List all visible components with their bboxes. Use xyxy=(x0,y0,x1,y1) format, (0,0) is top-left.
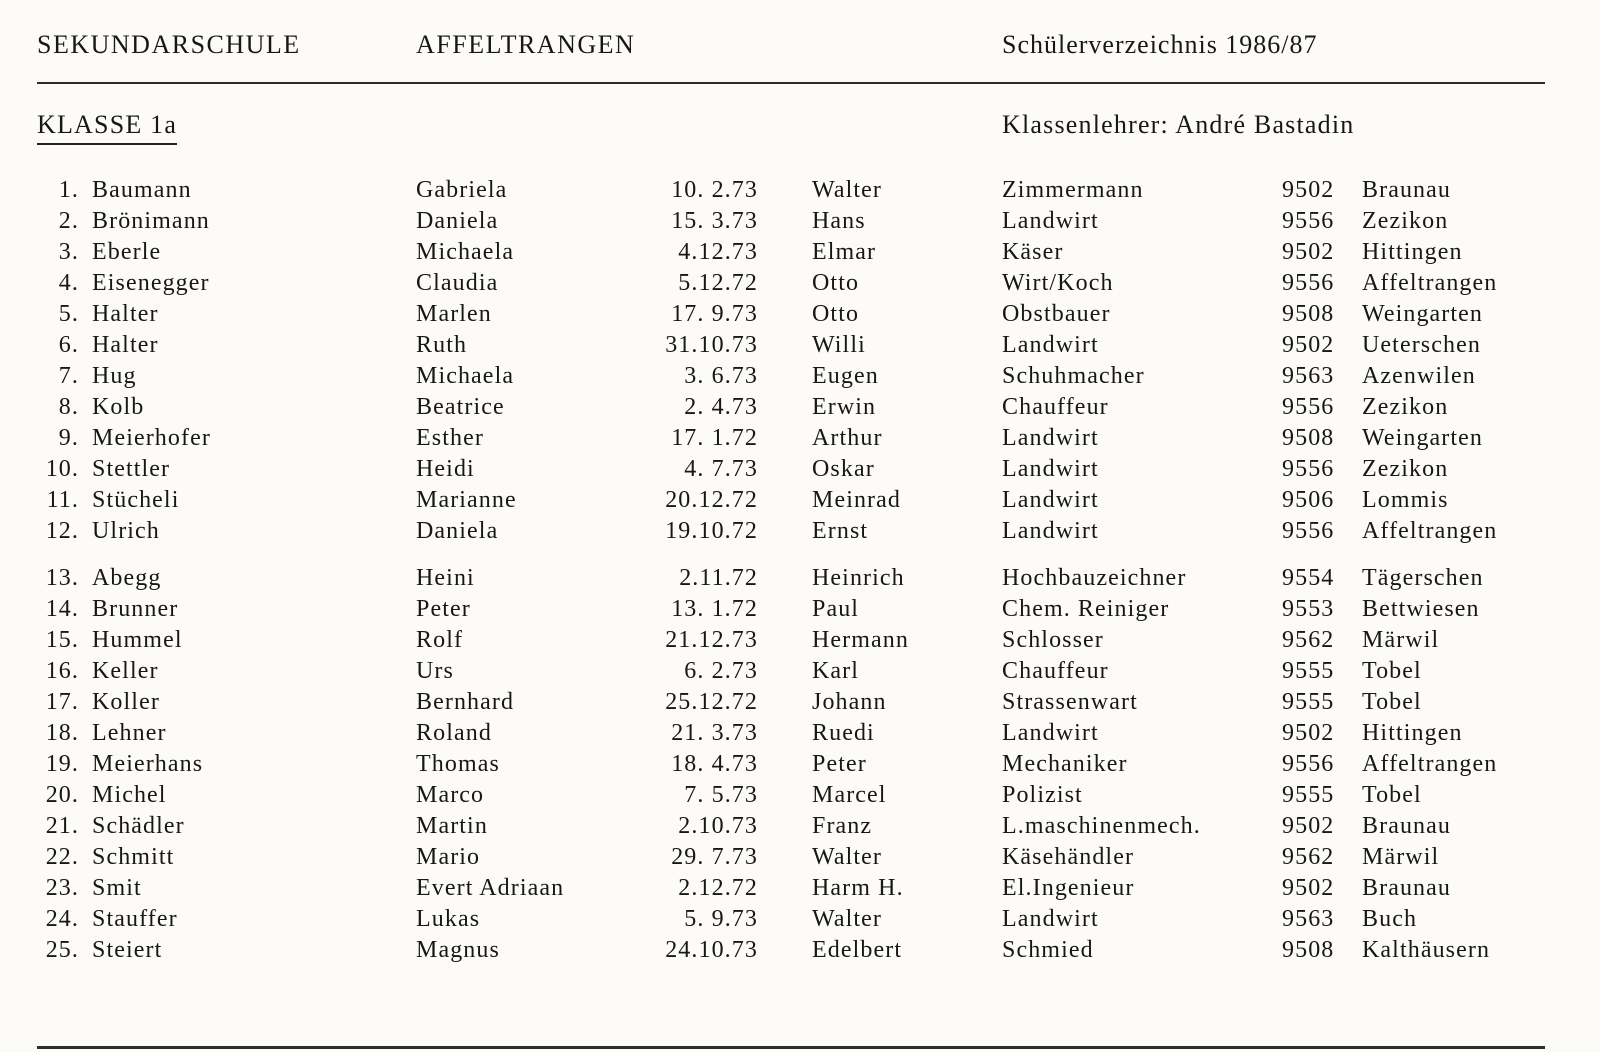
father-profession: L.maschinenmech. xyxy=(1002,813,1201,839)
father-profession: Landwirt xyxy=(1002,906,1099,932)
surname: Brönimann xyxy=(92,208,210,234)
student-row xyxy=(37,842,1545,873)
postal-code: 9556 xyxy=(1282,208,1335,234)
student-table xyxy=(37,175,1545,966)
birthdate: 29. 7.73 xyxy=(671,844,758,870)
surname: Halter xyxy=(92,332,159,358)
firstname: Beatrice xyxy=(416,394,505,420)
town: Affeltrangen xyxy=(1362,751,1498,777)
postal-code: 9508 xyxy=(1282,937,1335,963)
class-heading xyxy=(37,110,177,145)
postal-code: 9556 xyxy=(1282,518,1335,544)
firstname: Bernhard xyxy=(416,689,515,715)
student-row xyxy=(37,175,1545,206)
class-heading-text: KLASSE 1a xyxy=(37,110,177,145)
firstname: Daniela xyxy=(416,208,499,234)
student-row xyxy=(37,299,1545,330)
birthdate: 2.11.72 xyxy=(679,565,758,591)
father-profession: Strassenwart xyxy=(1002,689,1138,715)
birthdate: 17. 9.73 xyxy=(671,301,758,327)
student-row xyxy=(37,361,1545,392)
father-name: Willi xyxy=(812,332,866,358)
postal-code: 9502 xyxy=(1282,720,1335,746)
birthdate: 17. 1.72 xyxy=(671,425,758,451)
town: Azenwilen xyxy=(1362,363,1476,389)
birthdate: 31.10.73 xyxy=(665,332,758,358)
postal-code: 9563 xyxy=(1282,906,1335,932)
row-number: 7. xyxy=(58,363,79,389)
town: Märwil xyxy=(1362,844,1440,870)
postal-code: 9556 xyxy=(1282,751,1335,777)
student-row xyxy=(37,454,1545,485)
surname: Hummel xyxy=(92,627,183,653)
bottom-divider-line xyxy=(37,1046,1545,1049)
row-number: 19. xyxy=(45,751,79,777)
student-row xyxy=(37,687,1545,718)
town: Weingarten xyxy=(1362,425,1484,451)
father-name: Walter xyxy=(812,844,882,870)
postal-code: 9555 xyxy=(1282,689,1335,715)
town: Zezikon xyxy=(1362,394,1449,420)
row-number: 20. xyxy=(45,782,79,808)
postal-code: 9555 xyxy=(1282,782,1335,808)
father-profession: Käser xyxy=(1002,239,1064,265)
student-row xyxy=(37,904,1545,935)
student-row xyxy=(37,563,1545,594)
surname: Ulrich xyxy=(92,518,160,544)
student-row xyxy=(37,780,1545,811)
firstname: Esther xyxy=(416,425,484,451)
postal-code: 9506 xyxy=(1282,487,1335,513)
firstname: Heini xyxy=(416,565,475,591)
father-profession: Hochbauzeichner xyxy=(1002,565,1187,591)
row-number: 14. xyxy=(45,596,79,622)
firstname: Urs xyxy=(416,658,454,684)
postal-code: 9562 xyxy=(1282,844,1335,870)
surname: Stauffer xyxy=(92,906,178,932)
birthdate: 19.10.72 xyxy=(665,518,758,544)
row-number: 3. xyxy=(58,239,79,265)
row-number: 12. xyxy=(45,518,79,544)
father-name: Arthur xyxy=(812,425,883,451)
father-name: Elmar xyxy=(812,239,877,265)
firstname: Ruth xyxy=(416,332,468,358)
row-number: 1. xyxy=(58,177,79,203)
surname: Eisenegger xyxy=(92,270,210,296)
birthdate: 3. 6.73 xyxy=(684,363,758,389)
firstname: Thomas xyxy=(416,751,500,777)
firstname: Rolf xyxy=(416,627,464,653)
surname: Steiert xyxy=(92,937,163,963)
firstname: Michaela xyxy=(416,363,515,389)
student-row xyxy=(37,392,1545,423)
father-name: Paul xyxy=(812,596,860,622)
father-name: Ruedi xyxy=(812,720,875,746)
birthdate: 7. 5.73 xyxy=(684,782,758,808)
student-row xyxy=(37,811,1545,842)
student-row xyxy=(37,268,1545,299)
birthdate: 25.12.72 xyxy=(665,689,758,715)
birthdate: 5. 9.73 xyxy=(684,906,758,932)
surname: Abegg xyxy=(92,565,162,591)
firstname: Daniela xyxy=(416,518,499,544)
town: Braunau xyxy=(1362,875,1452,901)
surname: Smit xyxy=(92,875,142,901)
surname: Keller xyxy=(92,658,159,684)
birthdate: 15. 3.73 xyxy=(671,208,758,234)
postal-code: 9508 xyxy=(1282,301,1335,327)
surname: Hug xyxy=(92,363,137,389)
surname: Koller xyxy=(92,689,160,715)
surname: Stücheli xyxy=(92,487,180,513)
father-name: Walter xyxy=(812,906,882,932)
postal-code: 9502 xyxy=(1282,177,1335,203)
student-row xyxy=(37,330,1545,361)
father-profession: Landwirt xyxy=(1002,456,1099,482)
class-teacher: Klassenlehrer: André Bastadin xyxy=(1002,110,1355,139)
surname: Meierhans xyxy=(92,751,204,777)
surname: Michel xyxy=(92,782,167,808)
surname: Schädler xyxy=(92,813,185,839)
father-name: Walter xyxy=(812,177,882,203)
surname: Baumann xyxy=(92,177,192,203)
student-row xyxy=(37,206,1545,237)
surname: Kolb xyxy=(92,394,145,420)
father-profession: Schmied xyxy=(1002,937,1094,963)
firstname: Marlen xyxy=(416,301,492,327)
student-row xyxy=(37,718,1545,749)
father-name: Franz xyxy=(812,813,873,839)
birthdate: 6. 2.73 xyxy=(684,658,758,684)
class-heading-row xyxy=(37,110,1545,145)
postal-code: 9502 xyxy=(1282,875,1335,901)
row-number: 18. xyxy=(45,720,79,746)
student-row xyxy=(37,873,1545,904)
father-profession: Landwirt xyxy=(1002,425,1099,451)
town: Hittingen xyxy=(1362,239,1463,265)
row-number: 5. xyxy=(58,301,79,327)
town: Ueterschen xyxy=(1362,332,1481,358)
father-profession: Landwirt xyxy=(1002,720,1099,746)
father-profession: Landwirt xyxy=(1002,518,1099,544)
father-profession: Schlosser xyxy=(1002,627,1104,653)
birthdate: 21.12.73 xyxy=(665,627,758,653)
student-row xyxy=(37,749,1545,780)
town: Lommis xyxy=(1362,487,1449,513)
birthdate: 13. 1.72 xyxy=(671,596,758,622)
town: Affeltrangen xyxy=(1362,270,1498,296)
father-profession: Landwirt xyxy=(1002,208,1099,234)
surname: Meierhofer xyxy=(92,425,211,451)
father-name: Hans xyxy=(812,208,866,234)
firstname: Roland xyxy=(416,720,492,746)
row-number: 21. xyxy=(45,813,79,839)
father-profession: Schuhmacher xyxy=(1002,363,1145,389)
postal-code: 9563 xyxy=(1282,363,1335,389)
father-name: Meinrad xyxy=(812,487,902,513)
row-number: 16. xyxy=(45,658,79,684)
father-name: Edelbert xyxy=(812,937,903,963)
row-number: 23. xyxy=(45,875,79,901)
student-row xyxy=(37,485,1545,516)
father-name: Marcel xyxy=(812,782,887,808)
father-name: Heinrich xyxy=(812,565,905,591)
document-title: Schülerverzeichnis 1986/87 xyxy=(1002,30,1318,59)
firstname: Heidi xyxy=(416,456,475,482)
firstname: Marianne xyxy=(416,487,517,513)
town: Weingarten xyxy=(1362,301,1484,327)
birthdate: 20.12.72 xyxy=(665,487,758,513)
birthdate: 2.12.72 xyxy=(678,875,758,901)
row-number: 6. xyxy=(58,332,79,358)
birthdate: 18. 4.73 xyxy=(671,751,758,777)
school-name: SEKUNDARSCHULE xyxy=(37,30,301,59)
school-location: AFFELTRANGEN xyxy=(416,30,636,59)
firstname: Magnus xyxy=(416,937,500,963)
father-name: Otto xyxy=(812,270,860,296)
surname: Lehner xyxy=(92,720,167,746)
father-name: Otto xyxy=(812,301,860,327)
father-profession: Obstbauer xyxy=(1002,301,1111,327)
firstname: Michaela xyxy=(416,239,515,265)
header-divider-line xyxy=(37,82,1545,84)
town: Tobel xyxy=(1362,689,1422,715)
town: Buch xyxy=(1362,906,1418,932)
town: Kalthäusern xyxy=(1362,937,1491,963)
student-row xyxy=(37,656,1545,687)
firstname: Claudia xyxy=(416,270,499,296)
town: Bettwiesen xyxy=(1362,596,1480,622)
father-name: Hermann xyxy=(812,627,909,653)
firstname: Gabriela xyxy=(416,177,508,203)
father-profession: Zimmermann xyxy=(1002,177,1144,203)
town: Affeltrangen xyxy=(1362,518,1498,544)
father-profession: Chauffeur xyxy=(1002,394,1109,420)
town: Tobel xyxy=(1362,782,1422,808)
document-header xyxy=(37,30,1545,60)
birthdate: 2.10.73 xyxy=(678,813,758,839)
town: Märwil xyxy=(1362,627,1440,653)
postal-code: 9562 xyxy=(1282,627,1335,653)
row-number: 8. xyxy=(58,394,79,420)
father-profession: Landwirt xyxy=(1002,332,1099,358)
father-profession: Wirt/Koch xyxy=(1002,270,1114,296)
row-number: 24. xyxy=(45,906,79,932)
firstname: Mario xyxy=(416,844,481,870)
postal-code: 9502 xyxy=(1282,813,1335,839)
row-number: 22. xyxy=(45,844,79,870)
father-profession: Chauffeur xyxy=(1002,658,1109,684)
town: Braunau xyxy=(1362,177,1452,203)
student-row xyxy=(37,594,1545,625)
father-profession: El.Ingenieur xyxy=(1002,875,1135,901)
postal-code: 9555 xyxy=(1282,658,1335,684)
father-name: Karl xyxy=(812,658,860,684)
birthdate: 5.12.72 xyxy=(678,270,758,296)
father-profession: Käsehändler xyxy=(1002,844,1135,870)
row-number: 13. xyxy=(45,565,79,591)
father-profession: Mechaniker xyxy=(1002,751,1128,777)
student-row xyxy=(37,935,1545,966)
row-number: 17. xyxy=(45,689,79,715)
town: Braunau xyxy=(1362,813,1452,839)
postal-code: 9556 xyxy=(1282,270,1335,296)
birthdate: 2. 4.73 xyxy=(684,394,758,420)
surname: Halter xyxy=(92,301,159,327)
postal-code: 9553 xyxy=(1282,596,1335,622)
father-name: Peter xyxy=(812,751,867,777)
father-profession: Landwirt xyxy=(1002,487,1099,513)
row-number: 9. xyxy=(58,425,79,451)
row-number: 2. xyxy=(58,208,79,234)
firstname: Marco xyxy=(416,782,485,808)
father-name: Eugen xyxy=(812,363,879,389)
father-name: Johann xyxy=(812,689,887,715)
postal-code: 9556 xyxy=(1282,456,1335,482)
birthdate: 24.10.73 xyxy=(665,937,758,963)
postal-code: 9508 xyxy=(1282,425,1335,451)
student-row xyxy=(37,516,1545,547)
firstname: Evert Adriaan xyxy=(416,875,565,901)
row-number: 10. xyxy=(45,456,79,482)
father-profession: Polizist xyxy=(1002,782,1083,808)
postal-code: 9554 xyxy=(1282,565,1335,591)
father-name: Harm H. xyxy=(812,875,904,901)
surname: Eberle xyxy=(92,239,162,265)
father-profession: Chem. Reiniger xyxy=(1002,596,1170,622)
birthdate: 21. 3.73 xyxy=(671,720,758,746)
row-number: 4. xyxy=(58,270,79,296)
surname: Brunner xyxy=(92,596,179,622)
town: Zezikon xyxy=(1362,456,1449,482)
town: Tobel xyxy=(1362,658,1422,684)
town: Tägerschen xyxy=(1362,565,1484,591)
firstname: Martin xyxy=(416,813,488,839)
row-number: 11. xyxy=(46,487,79,513)
father-name: Oskar xyxy=(812,456,875,482)
row-number: 15. xyxy=(45,627,79,653)
student-row xyxy=(37,423,1545,454)
student-row xyxy=(37,625,1545,656)
postal-code: 9502 xyxy=(1282,332,1335,358)
student-row xyxy=(37,237,1545,268)
birthdate: 10. 2.73 xyxy=(671,177,758,203)
birthdate: 4. 7.73 xyxy=(684,456,758,482)
town: Zezikon xyxy=(1362,208,1449,234)
father-name: Ernst xyxy=(812,518,869,544)
firstname: Lukas xyxy=(416,906,481,932)
birthdate: 4.12.73 xyxy=(678,239,758,265)
surname: Schmitt xyxy=(92,844,175,870)
father-name: Erwin xyxy=(812,394,877,420)
town: Hittingen xyxy=(1362,720,1463,746)
surname: Stettler xyxy=(92,456,171,482)
postal-code: 9502 xyxy=(1282,239,1335,265)
row-number: 25. xyxy=(45,937,79,963)
firstname: Peter xyxy=(416,596,471,622)
postal-code: 9556 xyxy=(1282,394,1335,420)
